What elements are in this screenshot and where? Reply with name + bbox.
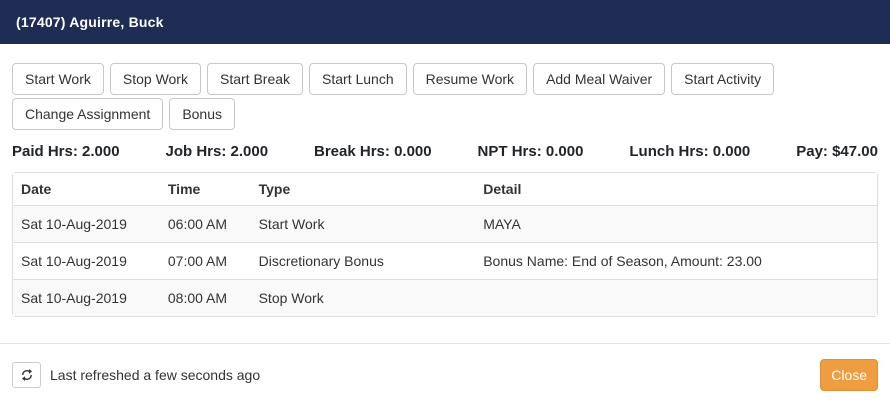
start-work-button[interactable]: Start Work [12, 63, 104, 95]
resume-work-button[interactable]: Resume Work [413, 63, 527, 95]
break-hrs-value: 0.000 [394, 143, 432, 160]
npt-hrs-label: NPT Hrs: [477, 143, 542, 160]
job-hrs-stat [166, 141, 269, 163]
refresh-button[interactable] [12, 362, 41, 388]
start-lunch-button[interactable]: Start Lunch [309, 63, 407, 95]
table-header-row [13, 173, 877, 205]
column-header-time: Time [160, 173, 251, 205]
cell-date: Sat 10-Aug-2019 [13, 242, 160, 279]
hours-summary-bar [12, 141, 878, 163]
pay-value: $47.00 [832, 143, 878, 160]
paid-hrs-label: Paid Hrs: [12, 143, 78, 160]
employee-title: (17407) Aguirre, Buck [16, 14, 164, 30]
job-hrs-label: Job Hrs: [165, 143, 227, 160]
job-hrs-value: 2.000 [230, 143, 269, 160]
pay-label: Pay: [796, 143, 828, 160]
cell-detail: Bonus Name: End of Season, Amount: 23.00 [475, 242, 877, 279]
column-header-type: Type [251, 173, 476, 205]
paid-hrs-stat [12, 141, 120, 163]
paid-hrs-value: 2.000 [82, 143, 120, 160]
column-header-detail: Detail [475, 173, 877, 205]
cell-detail: MAYA [475, 205, 877, 242]
cell-type: Stop Work [251, 279, 476, 316]
refresh-icon [20, 368, 34, 382]
stop-work-button[interactable]: Stop Work [110, 63, 201, 95]
table-row [13, 242, 877, 279]
cell-type: Start Work [251, 205, 476, 242]
lunch-hrs-label: Lunch Hrs: [629, 143, 709, 160]
cell-type: Discretionary Bonus [251, 242, 476, 279]
table-row [13, 205, 877, 242]
modal-header [0, 0, 890, 44]
add-meal-waiver-button[interactable]: Add Meal Waiver [533, 63, 665, 95]
cell-time: 08:00 AM [160, 279, 251, 316]
column-header-date: Date [13, 173, 160, 205]
npt-hrs-value: 0.000 [545, 143, 584, 160]
close-button[interactable]: Close [820, 359, 878, 391]
change-assignment-button[interactable]: Change Assignment [12, 98, 163, 130]
last-refreshed-text: Last refreshed a few seconds ago [50, 367, 261, 383]
cell-time: 07:00 AM [160, 242, 251, 279]
start-activity-button[interactable]: Start Activity [671, 63, 774, 95]
cell-detail [475, 279, 877, 316]
cell-time: 06:00 AM [160, 205, 251, 242]
pay-stat [796, 141, 878, 163]
cell-date: Sat 10-Aug-2019 [13, 279, 160, 316]
start-break-button[interactable]: Start Break [207, 63, 303, 95]
action-button-row-1 [12, 63, 878, 98]
break-hrs-label: Break Hrs: [314, 143, 390, 160]
break-hrs-stat [314, 141, 432, 163]
time-events-table [12, 172, 878, 317]
table-row [13, 279, 877, 316]
action-button-row-2 [12, 98, 878, 133]
npt-hrs-stat [478, 141, 584, 163]
modal-body [0, 44, 890, 317]
lunch-hrs-value: 0.000 [712, 143, 751, 160]
cell-date: Sat 10-Aug-2019 [13, 205, 160, 242]
modal-footer [0, 344, 890, 391]
bonus-button[interactable]: Bonus [169, 98, 235, 130]
lunch-hrs-stat [629, 141, 750, 163]
